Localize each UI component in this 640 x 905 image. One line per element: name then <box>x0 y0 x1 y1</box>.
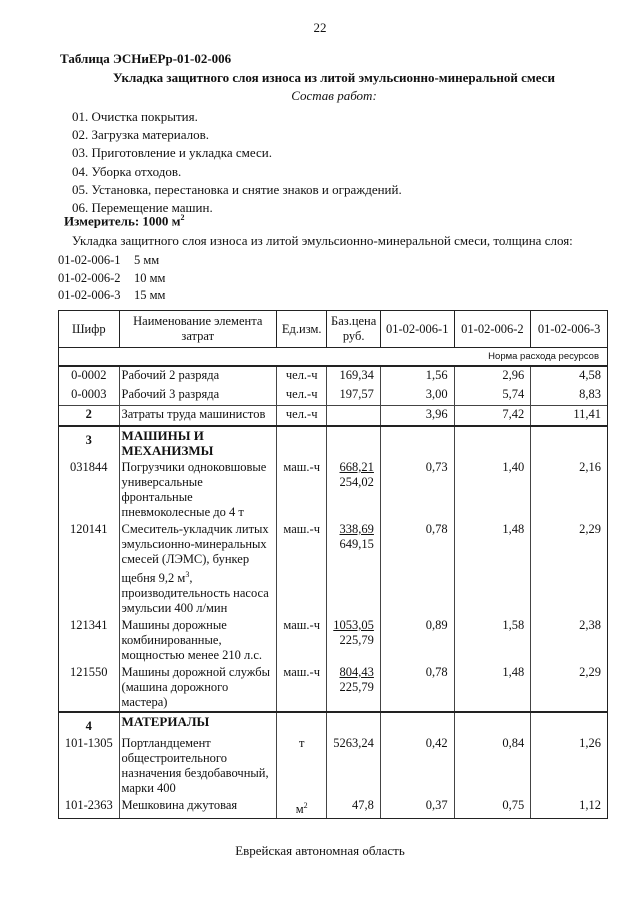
meter <box>64 213 185 229</box>
table-row <box>59 617 608 664</box>
row-v3: 4,58 <box>531 366 608 386</box>
row-code: 120141 <box>59 521 120 617</box>
row-unit: чел.-ч <box>276 386 326 406</box>
row-v3: 2,29 <box>531 664 608 712</box>
row-v3: 2,29 <box>531 521 608 617</box>
row-v1: 0,73 <box>380 459 454 521</box>
row-v3: 1,12 <box>531 797 608 819</box>
table-row <box>59 521 608 617</box>
norms-table <box>58 310 608 819</box>
row-v3: 8,83 <box>531 386 608 406</box>
header-price: Баз.цена руб. <box>327 311 380 348</box>
row-price <box>327 406 380 427</box>
row-v1: 0,42 <box>380 735 454 797</box>
row-v1: 0,37 <box>380 797 454 819</box>
row-unit: маш.-ч <box>276 617 326 664</box>
variants-list <box>58 252 165 305</box>
row-price: 5263,24 <box>327 735 380 797</box>
works-list <box>72 108 402 217</box>
page-number: 22 <box>313 20 327 35</box>
table-row <box>59 797 608 819</box>
work-item: 04. Уборка отходов. <box>72 163 182 179</box>
work-item: 06. Перемещение машин. <box>72 199 213 215</box>
row-name: Мешковина джутовая <box>119 797 276 819</box>
norm-label-row <box>59 348 608 367</box>
section-code: 3 <box>59 426 120 459</box>
row-code: 121341 <box>59 617 120 664</box>
row-unit: чел.-ч <box>276 366 326 386</box>
row-v3: 1,26 <box>531 735 608 797</box>
intro-text: Укладка защитного слоя износа из литой эмульсионно-минеральной смеси, толщина слоя: <box>72 233 573 248</box>
row-v2: 1,58 <box>454 617 531 664</box>
row-code: 2 <box>59 406 120 427</box>
row-v3: 2,38 <box>531 617 608 664</box>
row-v2: 1,48 <box>454 521 531 617</box>
table-row <box>59 366 608 386</box>
table-row <box>59 664 608 712</box>
row-price <box>327 617 380 664</box>
row-name: Машины дорожной службы (машина дорожного мастера) <box>119 664 276 712</box>
section-code: 4 <box>59 712 120 735</box>
meter-label: Измеритель: 1000 м <box>64 213 181 229</box>
row-name: Погрузчики одноковшовые универсальные фронтальные пневмоколесные до 4 т <box>119 459 276 521</box>
price-total: 668,21 <box>339 460 374 474</box>
table-header-row <box>59 311 608 348</box>
variant-item <box>58 252 165 270</box>
row-name: Портландцемент общестроительного назначения бездобавочный, марки 400 <box>119 735 276 797</box>
row-v1: 1,56 <box>380 366 454 386</box>
row-name: Смеситель-укладчик литых эмульсионно-минеральных смесей (ЛЭМС), бункер щебня 9,2 $м^3$, производительность насоса эмульсии 400 л/мин <box>119 521 276 617</box>
row-unit: чел.-ч <box>276 406 326 427</box>
row-v1: 0,89 <box>380 617 454 664</box>
row-code: 121550 <box>59 664 120 712</box>
price-total: 804,43 <box>339 665 374 680</box>
row-price <box>327 664 380 712</box>
row-v2: 1,40 <box>454 459 531 521</box>
row-v3: 2,16 <box>531 459 608 521</box>
header-variant-1: 01-02-006-1 <box>380 311 454 348</box>
variant-value: 5 мм <box>134 253 160 267</box>
price-wage: 225,79 <box>339 680 374 695</box>
row-unit: $м^2$ <box>276 797 326 819</box>
row-v2: 7,42 <box>454 406 531 427</box>
page-footer: Еврейская автономная область <box>235 843 405 858</box>
price-wage: 649,15 <box>339 537 374 551</box>
header-variant-2: 01-02-006-2 <box>454 311 531 348</box>
row-price: 47,8 <box>327 797 380 819</box>
variant-item <box>58 270 165 288</box>
price-total: 1053,05 <box>333 618 374 633</box>
row-code: 0-0002 <box>59 366 120 386</box>
variant-value: 10 мм <box>134 270 166 285</box>
header-variant-3: 01-02-006-3 <box>531 311 608 348</box>
row-v2: 0,75 <box>454 797 531 819</box>
row-name: Машины дорожные комбинированные, мощностью менее 210 л.с. <box>119 617 276 664</box>
row-unit: т <box>276 735 326 797</box>
row-name: Затраты труда машинистов <box>119 406 276 427</box>
section-title: МАТЕРИАЛЫ <box>119 712 276 735</box>
row-unit: маш.-ч <box>276 664 326 712</box>
row-price: 169,34 <box>327 366 380 386</box>
table-title: Укладка защитного слоя износа из литой эмульсионно-минеральной смеси <box>113 70 555 85</box>
row-unit: маш.-ч <box>276 459 326 521</box>
row-v1: 3,00 <box>380 386 454 406</box>
section-machines <box>59 426 608 459</box>
header-name: Наименование элемента затрат <box>119 311 276 348</box>
row-v1: 3,96 <box>380 406 454 427</box>
row-unit: маш.-ч <box>276 521 326 617</box>
row-code: 101-1305 <box>59 735 120 797</box>
price-wage: 225,79 <box>339 633 374 648</box>
meter-exponent: 2 <box>180 213 185 222</box>
row-code: 0-0003 <box>59 386 120 406</box>
price-total: 338,69 <box>339 522 374 536</box>
header-code: Шифр <box>59 311 120 348</box>
norm-label: Норма расхода ресурсов <box>59 348 608 367</box>
row-v2: 1,48 <box>454 664 531 712</box>
row-price <box>327 459 380 521</box>
work-item: 05. Установка, перестановка и снятие знаков и ограждений. <box>72 181 402 197</box>
row-v2: 5,74 <box>454 386 531 406</box>
table-row <box>59 735 608 797</box>
section-title: МАШИНЫ И МЕХАНИЗМЫ <box>119 426 276 459</box>
work-item: 03. Приготовление и укладка смеси. <box>72 145 272 161</box>
row-v2: 2,96 <box>454 366 531 386</box>
header-unit: Ед.изм. <box>276 311 326 348</box>
row-v2: 0,84 <box>454 735 531 797</box>
variant-code: 01-02-006-1 <box>58 253 121 267</box>
variant-item <box>58 287 165 305</box>
table-row-machinist <box>59 406 608 427</box>
row-name: Рабочий 2 разряда <box>119 366 276 386</box>
works-caption: Состав работ: <box>291 88 377 103</box>
work-item: 01. Очистка покрытия. <box>72 109 198 124</box>
table-code: Таблица ЭСНиЕРр-01-02-006 <box>60 51 232 66</box>
row-v3: 11,41 <box>531 406 608 427</box>
row-v1: 0,78 <box>380 521 454 617</box>
row-code: 031844 <box>59 459 120 521</box>
variant-code: 01-02-006-2 <box>58 270 121 285</box>
table-row <box>59 386 608 406</box>
variant-value: 15 мм <box>134 288 166 302</box>
row-code: 101-2363 <box>59 797 120 819</box>
row-price <box>327 521 380 617</box>
row-v1: 0,78 <box>380 664 454 712</box>
section-materials <box>59 712 608 735</box>
variant-code: 01-02-006-3 <box>58 288 121 302</box>
table-row <box>59 459 608 521</box>
price-wage: 254,02 <box>339 475 374 489</box>
row-price: 197,57 <box>327 386 380 406</box>
row-name: Рабочий 3 разряда <box>119 386 276 406</box>
work-item: 02. Загрузка материалов. <box>72 127 209 143</box>
